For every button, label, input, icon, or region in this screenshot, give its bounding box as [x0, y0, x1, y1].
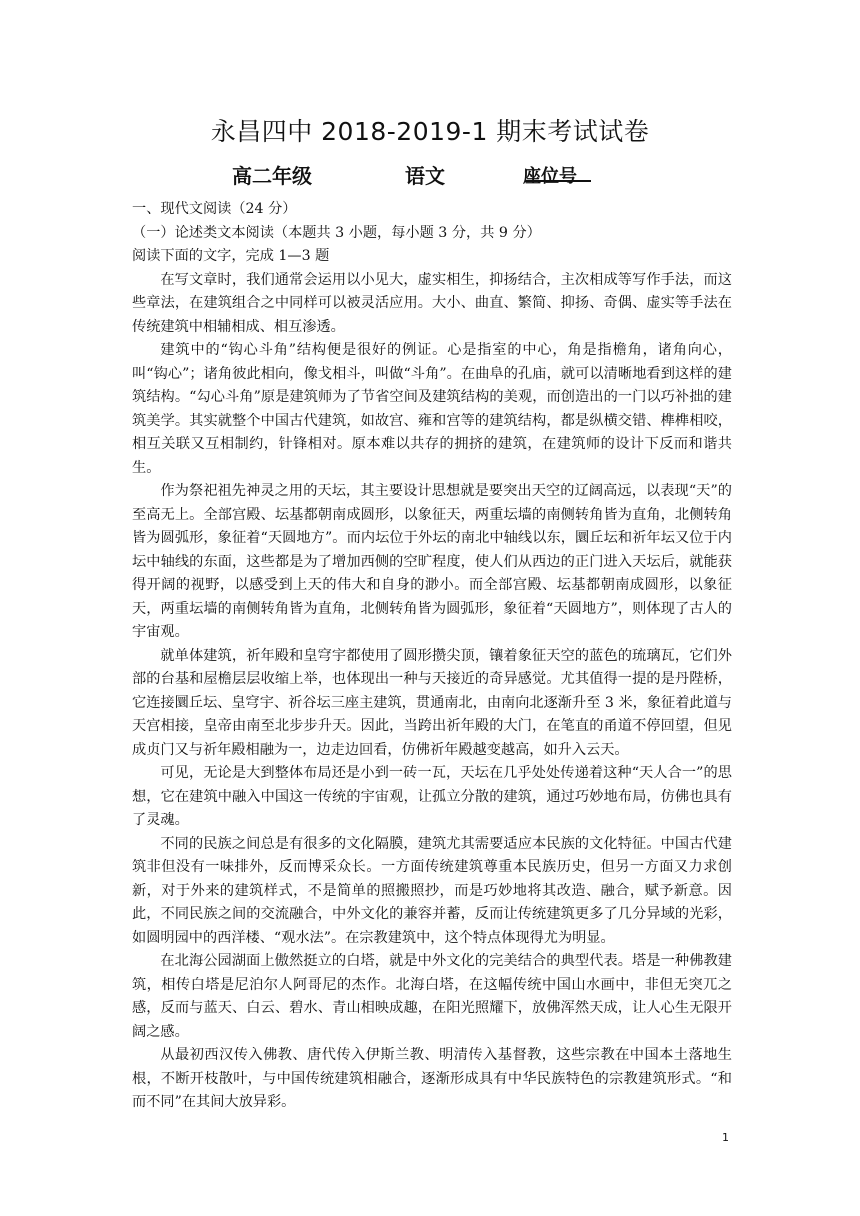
section-subheading: （一）论述类文本阅读（本题共 3 小题，每小题 3 分，共 9 分）: [132, 224, 541, 241]
passage-paragraph: 在写文章时，我们通常会运用以小见大，虚实相生，抑扬结合，主次相成等写作手法，而这些章法，在建筑组合之中同样可以被灵活应用。大小、曲直、繁简、抑扬、奇偶、虚实等手法在传统建筑中相辅相成、相互渗透。: [132, 271, 732, 335]
seat-number-blank[interactable]: [525, 162, 591, 182]
seat-number-label: 座位号: [523, 166, 577, 187]
exam-subtitle: [0, 160, 860, 190]
section-heading: 一、现代文阅读（24 分）: [132, 201, 297, 217]
page-number: 1: [722, 1131, 729, 1144]
passage-paragraph: 就单体建筑，祈年殿和皇穹宇都使用了圆形攒尖顶，镶着象征天空的蓝色的琉璃瓦，它们外部的台基和屋檐层层收缩上举，也体现出一种与天接近的奇异感觉。尤其值得一提的是丹陛桥，它连接圜丘坛、皇穹宇、祈谷坛三座主建筑，贯通南北，由南向北逐渐升至 3 米，象征着此道与天宫相接，皇帝由南至北步步升天。因此，当跨出祈年殿的大门，在笔直的甬道不停回望，但见成贞门又与祈年殿相融为一，边走边回看，仿佛祈年殿越变越高，如升入云天。: [132, 647, 732, 758]
passage-paragraph: 从最初西汉传入佛教、唐代传入伊斯兰教、明清传入基督教，这些宗教在中国本土落地生根，不断开枝散叶，与中国传统建筑相融合，逐渐形成具有中华民族特色的宗教建筑形式。“和而不同”在其间大放异彩。: [132, 1047, 732, 1110]
passage-paragraph: 可见，无论是大到整体布局还是小到一砖一瓦，天坛在几乎处处传递着这种“天人合一”的思想，它在建筑中融入中国这一传统的宇宙观，让孤立分散的建筑，通过巧妙地布局，仿佛也具有了灵魂。: [132, 765, 732, 828]
passage-paragraph: 不同的民族之间总是有很多的文化隔膜，建筑尤其需要适应本民族的文化特征。中国古代建筑非但没有一味排外，反而博采众长。一方面传统建筑尊重本民族历史，但另一方面又力求创新，对于外来的建筑样式，不是简单的照搬照抄，而是巧妙地将其改造、融合，赋予新意。因此，不同民族之间的交流融合，中外文化的兼容并蓄，反而让传统建筑更多了几分异域的光彩，如圆明园中的西洋楼、“观水法”。在宗教建筑中，这个特点体现得尤为明显。: [132, 835, 732, 946]
passage-paragraph: 建筑中的“钩心斗角”结构便是很好的例证。心是指室的中心，角是指檐角，诸角向心，叫“钩心”；诸角彼此相向，像戈相斗，叫做“斗角”。在曲阜的孔庙，就可以清晰地看到这样的建筑结构。“勾心斗角”原是建筑师为了节省空间及建筑结构的美观，而创造出的一门以巧补拙的建筑美学。其实就整个中国古代建筑，如故宫、雍和宫等的建筑结构，都是纵横交错、榫榫相咬，相互关联又互相制约，针锋相对。原本难以共存的拥挤的建筑，在建筑师的设计下反而和谐共生。: [132, 342, 732, 476]
reading-section: [132, 198, 732, 1115]
exam-title: 永昌四中 2018-2019-1 期末考试试卷: [210, 117, 650, 146]
passage-paragraph: 在北海公园湖面上傲然挺立的白塔，就是中外文化的完美结合的典型代表。塔是一种佛教建筑，相传白塔是尼泊尔人阿哥尼的杰作。北海白塔，在这幅传统中国山水画中，非但无突兀之感，反而与蓝天、白云、碧水、青山相映成趣，在阳光照耀下，放佛浑然天成，让人心生无限开阔之感。: [132, 953, 732, 1040]
grade-label: 高二年级: [232, 164, 312, 188]
reading-instruction: 阅读下面的文字，完成 1—3 题: [132, 248, 330, 264]
subject-label: 语文: [405, 164, 445, 188]
passage-paragraph: 作为祭祀祖先神灵之用的天坛，其主要设计思想就是要突出天空的辽阔高远，以表现“天”的至高无上。全部宫殿、坛基都朝南成圆形，以象征天，两重坛墙的南侧转角皆为直角，北侧转角皆为圆弧形，象征着“天圆地方”。而内坛位于外坛的南北中轴线以东，圜丘坛和祈年坛又位于内坛中轴线的东面，这些都是为了增加西侧的空旷程度，使人们从西边的正门进入天坛后，就能获得开阔的视野，以感受到上天的伟大和自身的渺小。而全部宫殿、坛基都朝南成圆形，以象征天，两重坛墙的南侧转角皆为直角，北侧转角皆为圆弧形，象征着“天圆地方”，则体现了古人的宇宙观。: [132, 483, 732, 640]
